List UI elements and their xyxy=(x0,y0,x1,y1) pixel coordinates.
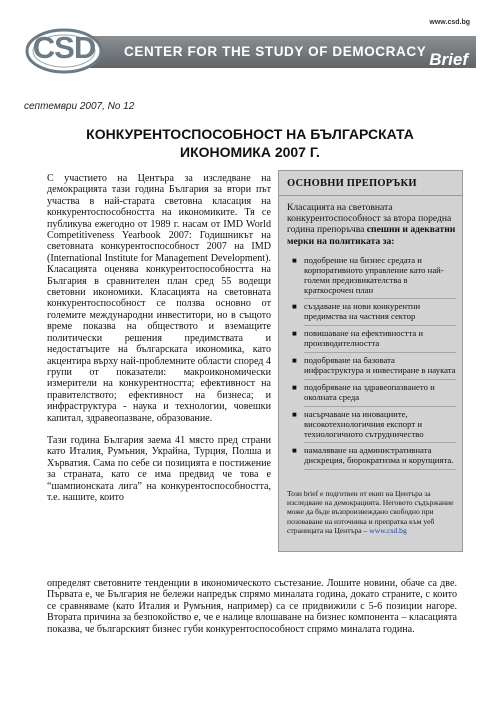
header-banner xyxy=(24,27,476,75)
list-item-text: подобряване на здравеопазването и околната среда xyxy=(304,381,435,402)
issue-line: септември 2007, No 12 xyxy=(24,101,135,112)
bullet-icon: ■ xyxy=(292,382,297,392)
recommendations-intro xyxy=(279,196,462,251)
list-item-text: подобрение на бизнес средата и корпоративното управление като най-големи предизвикателства в краткосрочен план xyxy=(304,254,444,295)
list-item xyxy=(292,408,456,444)
bullet-icon: ■ xyxy=(292,446,297,456)
main-column xyxy=(47,173,271,514)
recommendations-heading: ОСНОВНИ ПРЕПОРЪКИ xyxy=(279,171,462,196)
page-title xyxy=(60,125,440,161)
title-line-2: ИКОНОМИКА 2007 Г. xyxy=(180,144,320,160)
intro-text: Класацията на световната конкурентоспособност за втора поредна година препоръчва xyxy=(287,202,452,236)
brief-label: Brief xyxy=(429,50,468,69)
list-item-text: намаляване на административната дискреция, бюрократизма и корупцията. xyxy=(304,445,454,466)
list-item-text: подобряване на базовата инфраструктура и инвестиране в науката xyxy=(304,355,456,375)
title-line-1: КОНКУРЕНТОСПОСОБНОСТ НА БЪЛГАРСКАТА xyxy=(86,126,414,142)
bullet-icon: ■ xyxy=(292,255,297,265)
list-item xyxy=(292,445,456,470)
footer-link[interactable]: www.csd.bg xyxy=(369,525,407,535)
recommendations-list xyxy=(279,255,462,470)
list-item-text: повишаване на ефективността и производителността xyxy=(304,328,424,349)
paragraph-2-continued: определят световните тенденции в икономическото състезание. Лошите новини, обаче са две. Първата е, че България не бележи напредък спрямо миналата година, докато страните, с които се сравняваме (като Италия и Румъния, например) са се придвижили с 5-6 позиции нагоре. Втората причина за безпокойство е, че е налице влошаване на бизнес компонента – класацията показва, че българският бизнес губи конкурентоспособност спрямо миналата година. xyxy=(47,578,457,635)
bullet-icon: ■ xyxy=(292,409,297,419)
bullet-icon: ■ xyxy=(292,302,297,312)
list-item-text: насърчаване на иновациите, високотехнологичния експорт и технологичното сътрудничество xyxy=(304,408,424,439)
list-item xyxy=(292,254,456,300)
list-item xyxy=(292,328,456,353)
list-item xyxy=(292,381,456,407)
paragraph-1: С участието на Центъра за изследване на демокрацията тази година България за втори път участва в най-старата световна класация на конкурентоспособността на икономиките. Тя се публикува ежегодно от 1989 г. насам от IMD World Competitiveness Yearbook 2007: Годишникът на световната конкурентоспособност 2007 на IMD (International Institute for Management Development). Класацията оценява конкурентоспособността на България в сравнителен план сред 55 водещи световни икономики. Класацията на световната конкурентоспособност се ползва основно от големите международни инвеститори, но в същото време показва на обществото и вземащите политически решения предимствата и недостатъците на българската икономика, като акцентира върху най-проблемните области според 4 групи от показатели: макроикономически измерители на конкурентността; ефективност на правителството; ефективност на бизнеса; и инфраструктура - наука и технологии, човешки капитал, здравеопазване, образование. xyxy=(47,173,271,424)
bullet-icon: ■ xyxy=(292,356,297,366)
list-item-text: създаване на нови конкурентни предимства на частния сектор xyxy=(304,301,421,322)
bullet-icon: ■ xyxy=(292,329,297,339)
sidebar-footer xyxy=(287,489,456,535)
recommendations-box xyxy=(278,170,463,552)
logo-text: CSD xyxy=(32,30,96,65)
csd-logo xyxy=(24,27,104,75)
footer-text: Този brief е подготвен от екип на Центъра за изследване на демокрацията. Неговото съдържание може да бъде възпроизвеждано свободно при позоваване на източника и препратка към уеб страницата на Центъра – xyxy=(287,489,454,535)
paragraph-2-start: Тази година България заема 41 място пред страни като Италия, Румъния, Украйна, Турция, Полша и Хърватия. Сама по себе си позицията е постижение за страната, като се има предвид че това е “шампионската лига” на конкурентоспособността, т.е. нашите, които xyxy=(47,434,271,503)
site-url[interactable]: www.csd.bg xyxy=(429,19,470,26)
list-item xyxy=(292,355,456,380)
list-item xyxy=(292,301,456,326)
intro-emphasis: спешни и адекватни мерки на политиката xyxy=(287,224,456,247)
intro-end: за: xyxy=(382,235,395,247)
center-name: CENTER FOR THE STUDY OF DEMOCRACY xyxy=(124,44,427,59)
